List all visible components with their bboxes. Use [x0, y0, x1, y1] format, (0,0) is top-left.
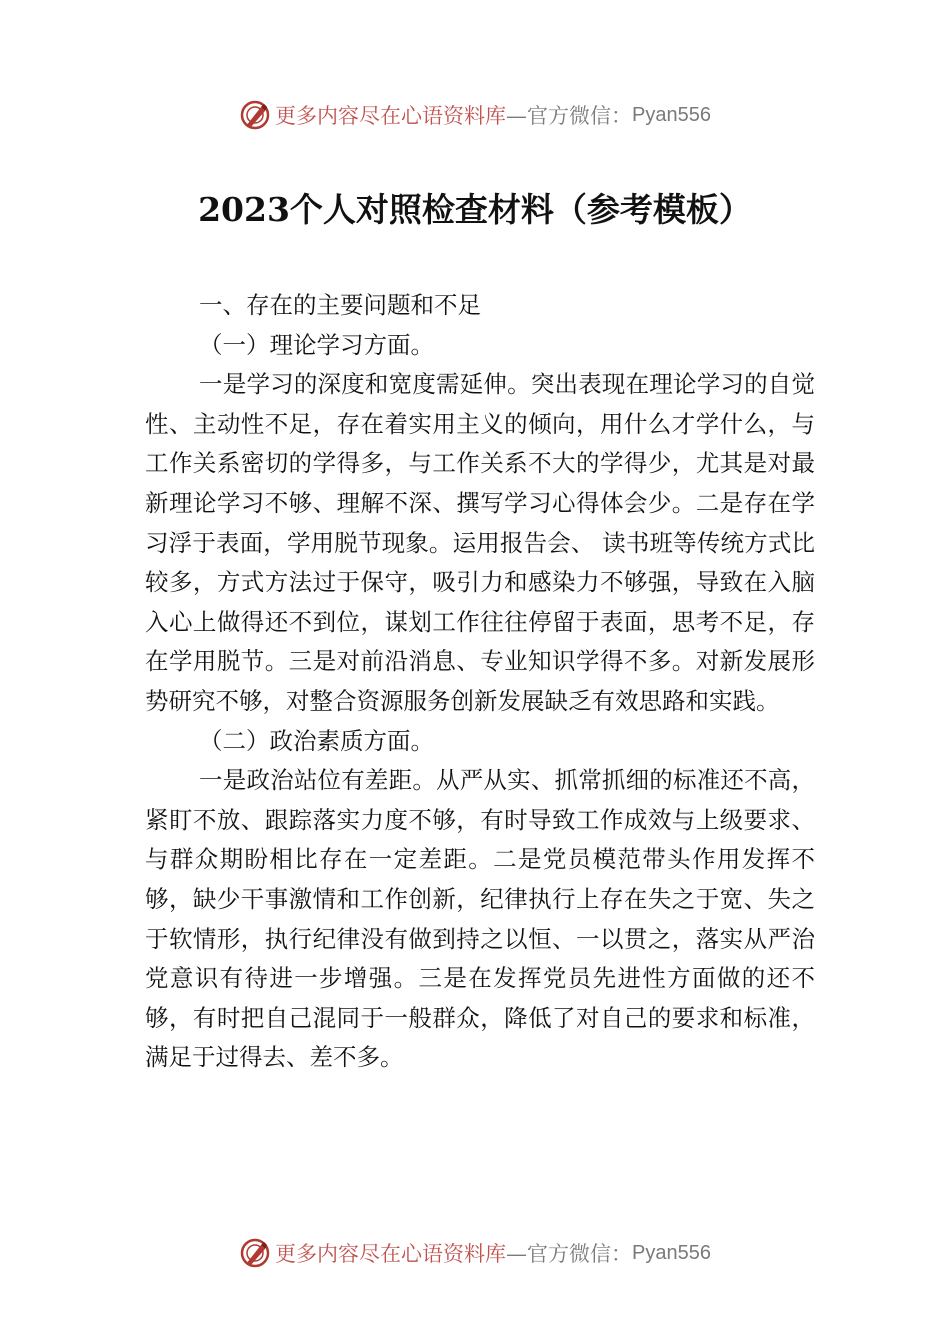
- section-heading: 一、存在的主要问题和不足: [199, 291, 482, 319]
- footer-banner-wechat-id: Pyan556: [632, 1241, 711, 1264]
- subsection-heading-politics: （二）政治素质方面。: [199, 726, 435, 755]
- pen-nib-logo-icon: [239, 1237, 271, 1269]
- paragraph-politics: 一是政治站位有差距。从严从实、抓常抓细的标准还不高，紧盯不放、跟踪落实力度不够，有时导致工作成效与上级要求、与群众期盼相比存在一定差距。二是党员模范带头作用发挥不够，缺少干事激情和工作创新，纪律执行上存在失之于宽、失之于软情形，执行纪律没有做到持之以恒、一以贯之，落实从严治党意识有待进一步增强。三是在发挥党员先进性方面做的还不够，有时把自己混同于一般群众，降低了对自己的要求和标准，满足于过得去、差不多。: [145, 766, 815, 1072]
- paragraph-theory: 一是学习的深度和宽度需延伸。突出表现在理论学习的自觉性、主动性不足，存在着实用主义的倾向，用什么才学什么，与工作关系密切的学得多，与工作关系不大的学得少，尤其是对最新理论学习不够、理解不深、撰写学习心得体会少。二是存在学习浮于表面，学用脱节现象。运用报告会、 读书班等传统方式比较多，方式方法过于保守，吸引力和感染力不够强，导致在入脑入心上做得还不到位，谋划工作往往停留于表面，思考不足，存在学用脱节。三是对前沿消息、专业知识学得不多。对新发展形势研究不够，对整合资源服务创新发展缺乏有效思路和实践。: [145, 370, 815, 715]
- footer-banner-title: 更多内容尽在心语资料库: [275, 1242, 507, 1266]
- header-banner-wechat-label: —官方微信：: [506, 104, 633, 128]
- header-banner-title: 更多内容尽在心语资料库: [275, 104, 507, 128]
- document-body: [145, 286, 815, 1078]
- document-title: 2023个人对照检查材料（参考模板）: [198, 190, 752, 229]
- header-banner-wechat-id: Pyan556: [632, 103, 711, 126]
- footer-banner-wechat-label: —官方微信：: [506, 1242, 633, 1266]
- footer-banner: [0, 1233, 950, 1273]
- header-banner: [0, 95, 950, 135]
- pen-nib-logo-icon: [239, 99, 271, 131]
- subsection-heading-theory: （一）理论学习方面。: [199, 330, 435, 359]
